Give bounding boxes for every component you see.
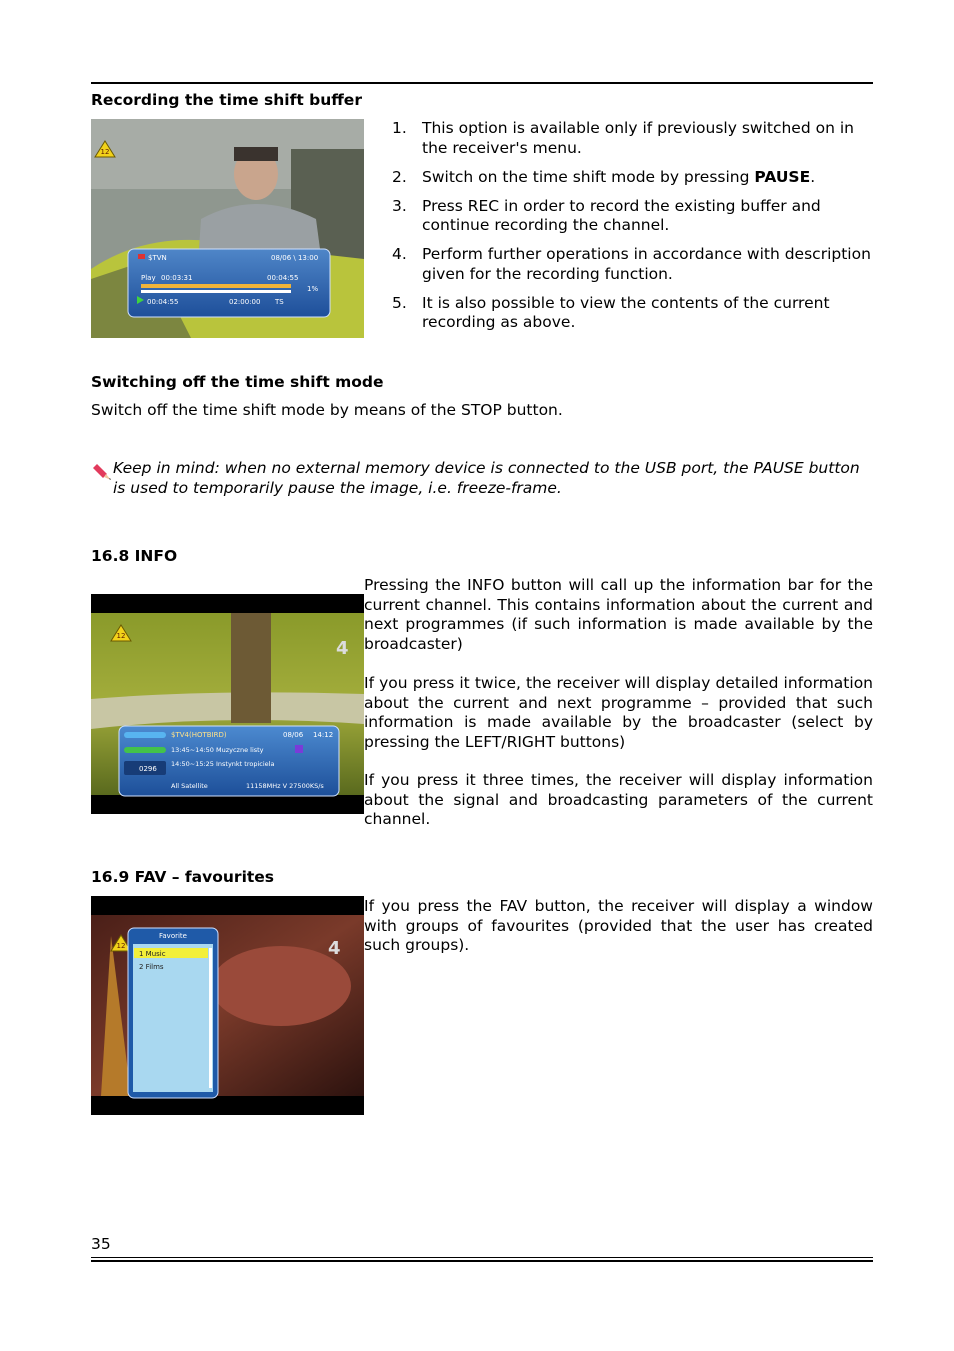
osd-channel: $TV4(HOTBIRD): [171, 731, 227, 739]
info-paragraph-3: If you press it three times, the receiver will display information about the signal and broadcasting parameters of the current channel.: [364, 771, 873, 828]
heading-fav-favourites: 16.9 FAV – favourites: [91, 868, 275, 886]
list-item: 5. It is also possible to view the contents of the current recording as above.: [392, 293, 830, 331]
favourites-screenshot: [91, 896, 364, 1115]
favorite-item-music: 1 Music: [139, 950, 166, 958]
osd-ts-label: TS: [275, 298, 284, 306]
favourites-scene: [91, 896, 364, 1115]
rating-badge: 12: [116, 942, 126, 950]
rating-badge: 12: [100, 148, 110, 156]
list-item: 1. This option is available only if previously switched on in the receiver's menu.: [392, 119, 854, 157]
osd-pos-time: 00:04:55: [147, 298, 179, 306]
bottom-rule: [91, 1257, 873, 1262]
osd-time: 14:12: [313, 731, 334, 739]
heading-recording-time-shift-buffer: Recording the time shift buffer: [91, 91, 362, 109]
rating-badge: 12: [116, 632, 126, 640]
list-item: 4. Perform further operations in accordance with description given for the recording function.: [392, 245, 871, 283]
osd-date-time: 08/06 \ 13:00: [271, 254, 319, 262]
osd-satellite: All Satellite: [171, 782, 208, 790]
osd-programme-next: 14:50~15:25 Instynkt tropiciela: [171, 760, 275, 768]
osd-play-label: Play: [141, 274, 156, 282]
osd-programme-current: 13:45~14:50 Muzyczne listy: [171, 746, 264, 754]
time-shift-screenshot: [91, 119, 364, 338]
heading-info: 16.8 INFO: [91, 547, 178, 565]
osd-date: 08/06: [283, 731, 304, 739]
osd-percent: 1%: [307, 285, 319, 293]
list-item: 3. Press REC in order to record the existing buffer and continue recording the channel.: [392, 196, 821, 234]
pause-keyword: PAUSE: [754, 167, 811, 186]
heading-switching-off-time-shift: Switching off the time shift mode: [91, 373, 384, 391]
info-bar-screenshot: [91, 594, 364, 814]
info-paragraph-2: If you press it twice, the receiver will display detailed information about the current and next programme – provided that such information is made available by the broadcaster (select by pressing the LEFT/RIGHT buttons): [364, 674, 873, 751]
time-shift-scene: [91, 119, 364, 338]
note-text: Keep in mind: when no external memory device is connected to the USB port, the PAUSE button is used to temporarily pause the image, i.e. freeze-frame.: [113, 459, 860, 497]
osd-play-time: 00:03:31: [161, 274, 193, 282]
osd-channel: $TVN: [148, 254, 167, 262]
info-scene: [91, 594, 364, 814]
switch-off-text: Switch off the time shift mode by means of the STOP button.: [91, 401, 563, 419]
favorite-window-title: Favorite: [159, 932, 187, 940]
fav-paragraph: If you press the FAV button, the receiver will display a window with groups of favourites (provided that the user has created such groups).: [364, 897, 873, 954]
osd-parameters: 11158MHz V 27500KS/s: [246, 782, 324, 790]
top-rule: [91, 82, 873, 84]
channel-logo-4: 4: [328, 938, 341, 959]
favorite-item-films: 2 Films: [139, 963, 164, 971]
time-shift-steps: [392, 119, 874, 342]
channel-logo-4: 4: [336, 638, 349, 659]
list-item: 2. Switch on the time shift mode by pressing PAUSE.: [392, 167, 816, 186]
info-paragraph-1: Pressing the INFO button will call up the information bar for the current channel. This contains information about the current and next programmes (if such information is made available by the broadcaster): [364, 576, 873, 653]
page-number: 35: [91, 1235, 111, 1253]
osd-end-time: 00:04:55: [267, 274, 299, 282]
osd-channel-number: 0296: [139, 765, 157, 773]
osd-total-time: 02:00:00: [229, 298, 261, 306]
